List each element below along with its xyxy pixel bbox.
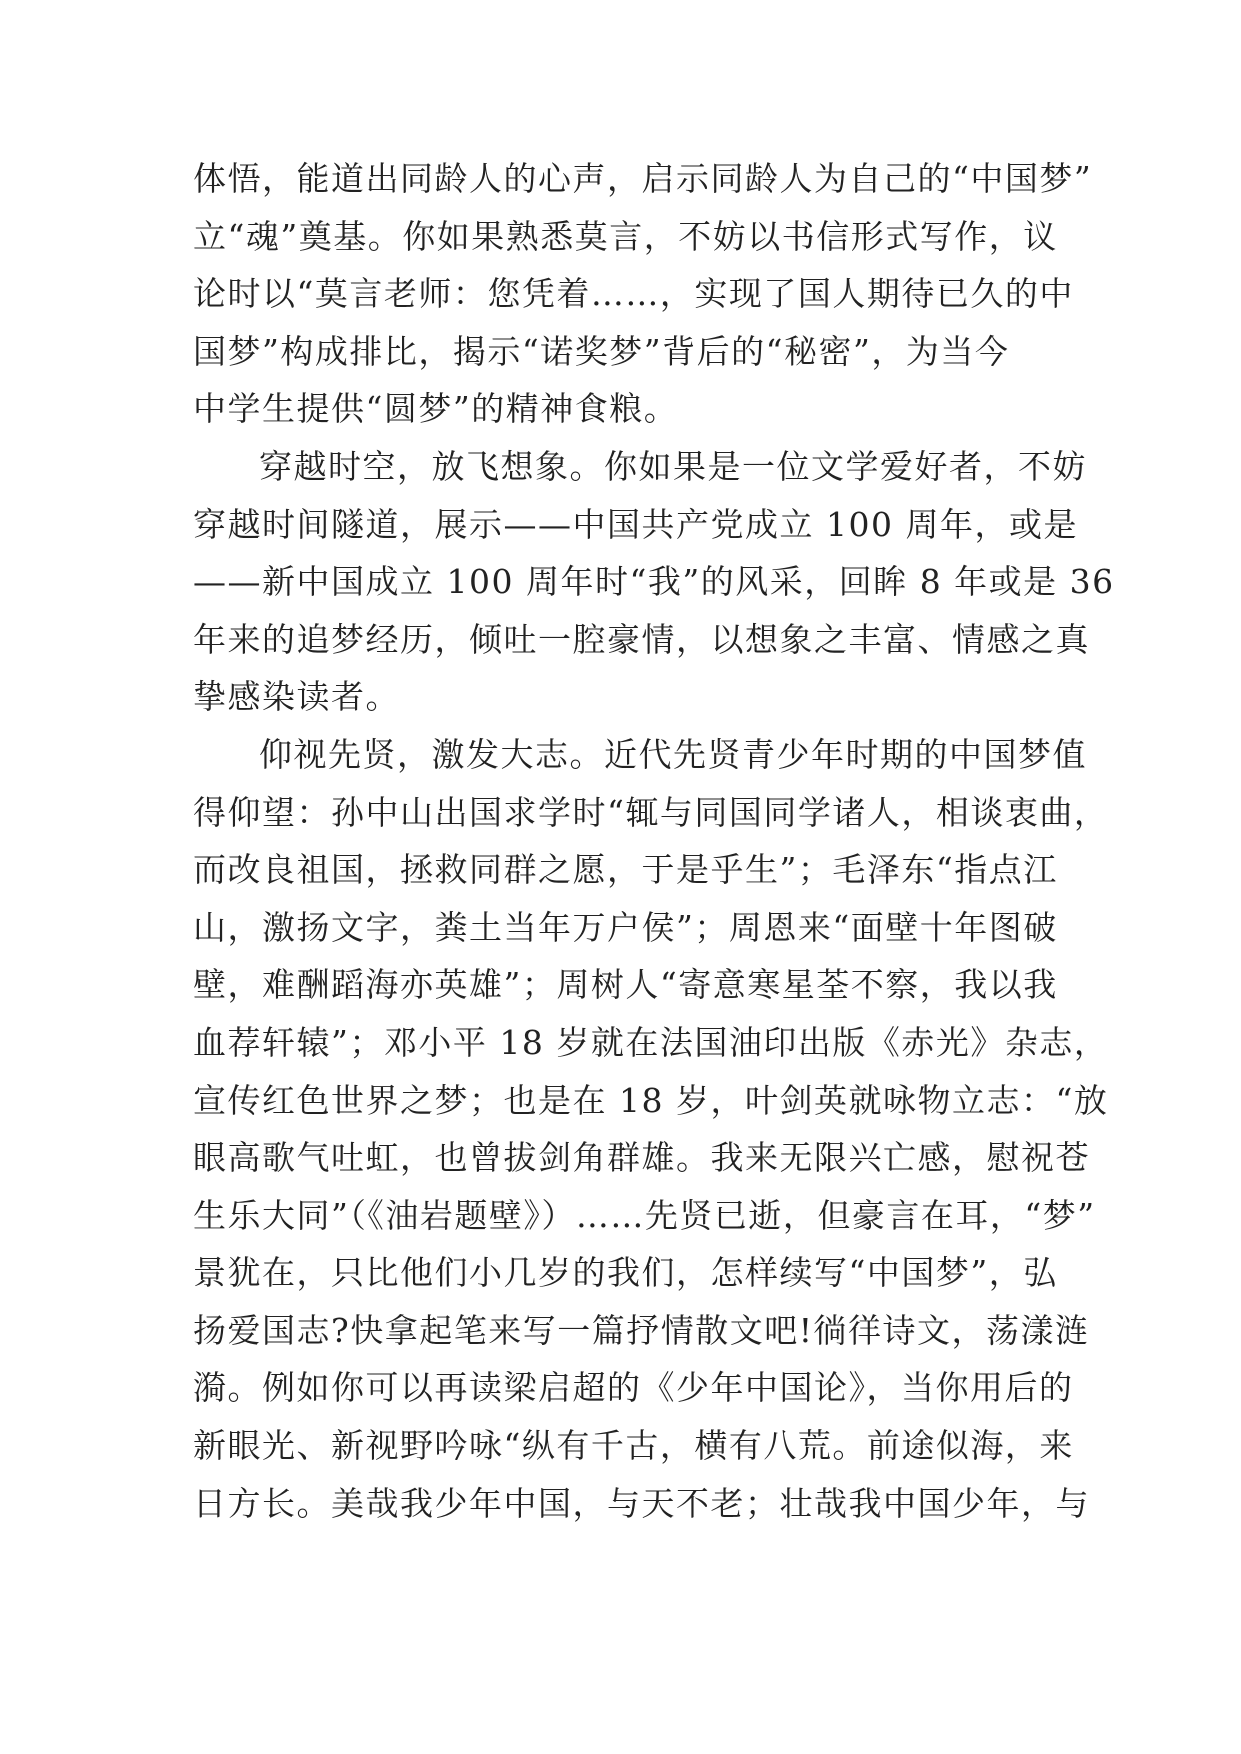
text-line: 挚感染读者。 — [193, 677, 400, 717]
text-line: 新眼光、新视野吟咏“纵有千古，横有八荒。前途似海，来 — [193, 1426, 1074, 1466]
text-line: 山，激扬文字，粪土当年万户侯”；周恩来“面壁十年图破 — [193, 907, 1058, 947]
text-line: 中学生提供“圆梦”的精神食粮。 — [193, 389, 679, 429]
text-line: 论时以“莫言老师：您凭着……，实现了国人期待已久的中 — [193, 274, 1074, 314]
paragraph-first-line: 仰视先贤，激发大志。近代先贤青少年时期的中国梦值 — [259, 734, 1087, 774]
text-line: 日方长。美哉我少年中国，与天不老；壮哉我中国少年，与 — [193, 1483, 1090, 1523]
text-line: 血荐轩辕”；邓小平 18 岁就在法国油印出版《赤光》杂志， — [193, 1022, 1109, 1062]
text-line: 漪。例如你可以再读梁启超的《少年中国论》，当你用后的 — [193, 1368, 1074, 1408]
paragraph-first-line: 穿越时空，放飞想象。你如果是一位文学爱好者，不妨 — [259, 446, 1087, 486]
text-line: 国梦”构成排比，揭示“诺奖梦”背后的“秘密”，为当今 — [193, 331, 1010, 371]
text-line: 眼高歌气吐虹，也曾拔剑角群雄。我来无限兴亡感，慰祝苍 — [193, 1138, 1090, 1178]
text-line: ——新中国成立 100 周年时“我”的风采，回眸 8 年或是 36 — [193, 562, 1115, 602]
text-line: 穿越时间隧道，展示——中国共产党成立 100 周年，或是 — [193, 504, 1078, 544]
document-body — [193, 150, 1115, 1532]
text-line: 年来的追梦经历，倾吐一腔豪情，以想象之丰富、情感之真 — [193, 619, 1090, 659]
text-line: 生乐大同”（《油岩题壁》）……先贤已逝，但豪言在耳，“梦” — [193, 1195, 1096, 1235]
text-line: 景犹在，只比他们小几岁的我们，怎样续写“中国梦”，弘 — [193, 1253, 1058, 1293]
text-line: 壁，难酬蹈海亦英雄”；周树人“寄意寒星荃不察，我以我 — [193, 965, 1058, 1005]
text-line: 而改良祖国，拯救同群之愿，于是乎生”；毛泽东“指点江 — [193, 850, 1058, 890]
text-line: 宣传红色世界之梦；也是在 18 岁，叶剑英就咏物立志：“放 — [193, 1080, 1109, 1120]
text-line: 得仰望：孙中山出国求学时“辄与同国同学诸人，相谈衷曲， — [193, 792, 1109, 832]
text-line: 扬爱国志?快拿起笔来写一篇抒情散文吧!徜徉诗文，荡漾涟 — [193, 1310, 1090, 1350]
text-line: 体悟，能道出同龄人的心声，启示同龄人为自己的“中国梦” — [193, 159, 1093, 198]
text-line: 立“魂”奠基。你如果熟悉莫言，不妨以书信形式写作，议 — [193, 216, 1058, 256]
